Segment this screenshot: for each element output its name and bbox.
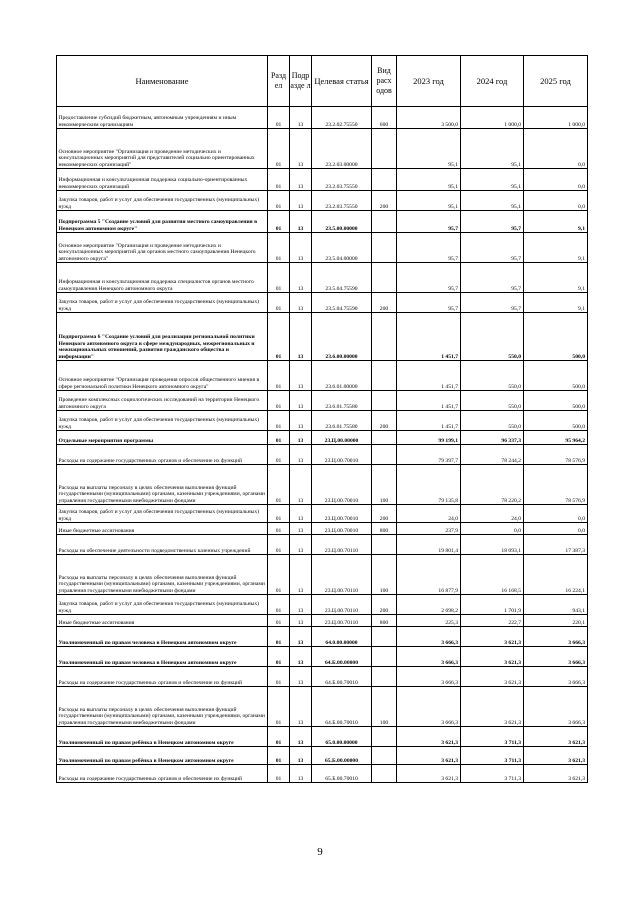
row-podrazdel: 13 xyxy=(290,263,312,293)
header-razdel: Разд ел xyxy=(268,56,290,107)
row-2025: 500,0 xyxy=(524,361,588,391)
table-row xyxy=(57,129,588,169)
table-row xyxy=(57,505,588,523)
row-2024: 95,7 xyxy=(461,233,524,263)
row-2023: 3 666,3 xyxy=(397,667,461,687)
row-2024: 0,0 xyxy=(461,523,524,535)
row-target: 23.2.03.00000 xyxy=(312,129,372,169)
row-2025: 220,1 xyxy=(524,615,588,627)
row-2025: 0,0 xyxy=(524,505,588,523)
row-target: 23.Ц.00.00000 xyxy=(312,431,372,445)
row-name: Уполномоченный по правам ребёнка в Ненецком автономном округе xyxy=(57,747,268,765)
row-2025: 3 621,3 xyxy=(524,747,588,765)
document-page xyxy=(56,55,587,783)
row-podrazdel: 13 xyxy=(290,647,312,667)
row-podrazdel: 13 xyxy=(290,595,312,615)
row-podrazdel: 13 xyxy=(290,687,312,727)
row-podrazdel: 13 xyxy=(290,615,312,627)
row-name: Расходы на выплаты персоналу в целях обеспечения выполнения функций государственными (муниципальными) органами, казенными учреждениями, органами управления государственными внебюджетными фондами xyxy=(57,555,268,595)
row-podrazdel: 13 xyxy=(290,191,312,211)
row-podrazdel: 13 xyxy=(290,727,312,747)
table-row xyxy=(57,169,588,191)
row-vid xyxy=(372,431,397,445)
row-target: 23.6.00.00000 xyxy=(312,313,372,361)
row-razdel: 01 xyxy=(268,535,290,555)
row-vid: 200 xyxy=(372,505,397,523)
row-name: Предоставление субсидий бюджетным, автономным учреждениям и иным некоммерческим организациям xyxy=(57,107,268,129)
row-2023: 16 877,9 xyxy=(397,555,461,595)
row-razdel: 01 xyxy=(268,523,290,535)
row-2025: 0,0 xyxy=(524,129,588,169)
row-vid: 100 xyxy=(372,687,397,727)
row-razdel: 01 xyxy=(268,445,290,465)
table-row xyxy=(57,211,588,233)
row-target: 23.2.03.75550 xyxy=(312,169,372,191)
table-row xyxy=(57,727,588,747)
row-2025: 500,0 xyxy=(524,313,588,361)
row-target: 23.5.00.00000 xyxy=(312,211,372,233)
row-2024: 3 711,3 xyxy=(461,765,524,783)
table-row xyxy=(57,615,588,627)
row-name: Закупка товаров, работ и услуг для обеспечения государственных (муниципальных) нужд xyxy=(57,293,268,313)
row-vid xyxy=(372,747,397,765)
row-podrazdel: 13 xyxy=(290,211,312,233)
row-name: Расходы на обеспечение деятельности подведомственных казенных учреждений xyxy=(57,535,268,555)
row-target: 23.6.01.75580 xyxy=(312,411,372,431)
row-2024: 95,1 xyxy=(461,191,524,211)
row-name: Проведение комплексных социологических исследований на территории Ненецкого автономного округа xyxy=(57,391,268,411)
table-row xyxy=(57,191,588,211)
row-razdel: 01 xyxy=(268,107,290,129)
row-name: Закупка товаров, работ и услуг для обеспечения государственных (муниципальных) нужд xyxy=(57,191,268,211)
row-2024: 95,7 xyxy=(461,263,524,293)
row-vid: 100 xyxy=(372,465,397,505)
table-row xyxy=(57,523,588,535)
budget-table xyxy=(56,55,588,783)
row-2025: 78 576,9 xyxy=(524,465,588,505)
row-vid xyxy=(372,765,397,783)
row-2024: 550,0 xyxy=(461,411,524,431)
row-vid: 200 xyxy=(372,411,397,431)
row-target: 23.5.04.75590 xyxy=(312,293,372,313)
row-name: Расходы на содержание государственных органов и обеспечение их функций xyxy=(57,765,268,783)
row-target: 23.Ц.00.70010 xyxy=(312,505,372,523)
row-razdel: 01 xyxy=(268,293,290,313)
page-number: 9 xyxy=(317,846,323,858)
row-2025: 3 666,3 xyxy=(524,647,588,667)
row-target: 23.Ц.00.70010 xyxy=(312,465,372,505)
row-2024: 95,7 xyxy=(461,211,524,233)
row-target: 64.Б.00.70010 xyxy=(312,687,372,727)
row-2023: 3 666,3 xyxy=(397,687,461,727)
row-target: 65.Б.00.70010 xyxy=(312,765,372,783)
table-row xyxy=(57,411,588,431)
row-name: Иные бюджетные ассигнования xyxy=(57,615,268,627)
row-target: 23.2.03.75550 xyxy=(312,191,372,211)
row-2024: 16 168,5 xyxy=(461,555,524,595)
row-2024: 3 711,3 xyxy=(461,727,524,747)
row-2023: 1 451,7 xyxy=(397,313,461,361)
row-name: Информационная и консультационная поддержка социально-ориентированных некоммерческих организаций xyxy=(57,169,268,191)
table-row xyxy=(57,647,588,667)
row-2025: 943,1 xyxy=(524,595,588,615)
table-header-row xyxy=(57,56,588,107)
row-razdel: 01 xyxy=(268,505,290,523)
row-vid: 200 xyxy=(372,191,397,211)
row-podrazdel: 13 xyxy=(290,555,312,595)
row-2023: 237,9 xyxy=(397,523,461,535)
table-row xyxy=(57,555,588,595)
row-podrazdel: 13 xyxy=(290,129,312,169)
row-razdel: 01 xyxy=(268,667,290,687)
row-name: Расходы на содержание государственных органов и обеспечение их функций xyxy=(57,667,268,687)
row-2025: 95 964,2 xyxy=(524,431,588,445)
row-target: 23.Ц.00.70110 xyxy=(312,555,372,595)
row-2024: 3 621,3 xyxy=(461,667,524,687)
row-razdel: 01 xyxy=(268,465,290,505)
row-vid: 600 xyxy=(372,107,397,129)
row-name: Расходы на выплаты персоналу в целях обеспечения выполнения функций государственными (муниципальными) органами, казенными учреждениями, органами управления государственными внебюджетными фондами xyxy=(57,465,268,505)
table-row xyxy=(57,627,588,647)
header-podrazdel: Подр азде л xyxy=(290,56,312,107)
row-target: 64.Б.00.70010 xyxy=(312,667,372,687)
row-name: Основное мероприятие "Организация проведения опросов общественного мнения в сфере региональной политики Ненецкого автономного округа" xyxy=(57,361,268,391)
table-row xyxy=(57,765,588,783)
row-2023: 95,1 xyxy=(397,169,461,191)
row-target: 65.0.00.00000 xyxy=(312,727,372,747)
header-name: Наименование xyxy=(57,56,268,107)
row-2025: 0,0 xyxy=(524,169,588,191)
row-2024: 222,7 xyxy=(461,615,524,627)
row-name: Информационная и консультационная поддержка специалистов органов местного самоуправления Ненецкого автономного округа xyxy=(57,263,268,293)
row-podrazdel: 13 xyxy=(290,411,312,431)
row-2023: 1 451,7 xyxy=(397,361,461,391)
row-target: 23.Ц.00.70010 xyxy=(312,445,372,465)
row-2023: 19 801,4 xyxy=(397,535,461,555)
table-row xyxy=(57,747,588,765)
row-2023: 79 135,8 xyxy=(397,465,461,505)
table-row xyxy=(57,595,588,615)
row-vid xyxy=(372,667,397,687)
row-2024: 3 711,3 xyxy=(461,747,524,765)
row-podrazdel: 13 xyxy=(290,169,312,191)
row-2024: 3 621,3 xyxy=(461,647,524,667)
row-razdel: 01 xyxy=(268,595,290,615)
table-row xyxy=(57,391,588,411)
row-name: Подпрограмма 6 "Создание условий для реализации региональной политики Ненецкого автономного округа в сфере международных, межрегиональных и межнациональных отношений, развития гражданского общества и информации" xyxy=(57,313,268,361)
row-2023: 95,1 xyxy=(397,129,461,169)
row-2023: 95,7 xyxy=(397,263,461,293)
header-2023: 2023 год xyxy=(397,56,461,107)
row-2023: 3 621,3 xyxy=(397,765,461,783)
row-razdel: 01 xyxy=(268,411,290,431)
row-razdel: 01 xyxy=(268,263,290,293)
table-row xyxy=(57,465,588,505)
row-2023: 3 500,0 xyxy=(397,107,461,129)
row-2025: 78 576,9 xyxy=(524,445,588,465)
row-vid: 800 xyxy=(372,615,397,627)
row-name: Основное мероприятие "Организация и проведение методических и консультационных мероприятий для представителей социально ориентированных некоммерческих организаций" xyxy=(57,129,268,169)
row-razdel: 01 xyxy=(268,233,290,263)
row-name: Закупка товаров, работ и услуг для обеспечения государственных (муниципальных) нужд xyxy=(57,411,268,431)
row-razdel: 01 xyxy=(268,313,290,361)
row-2024: 78 220,2 xyxy=(461,465,524,505)
row-name: Расходы на выплаты персоналу в целях обеспечения выполнения функций государственными (муниципальными) органами, казенными учреждениями, органами управления государственными внебюджетными фондами xyxy=(57,687,268,727)
row-target: 23.2.02.75550 xyxy=(312,107,372,129)
row-razdel: 01 xyxy=(268,431,290,445)
row-target: 23.5.04.00000 xyxy=(312,233,372,263)
row-razdel: 01 xyxy=(268,129,290,169)
table-row xyxy=(57,535,588,555)
row-podrazdel: 13 xyxy=(290,667,312,687)
header-vid: Вид расх одов xyxy=(372,56,397,107)
row-razdel: 01 xyxy=(268,765,290,783)
row-2023: 3 621,3 xyxy=(397,727,461,747)
row-2025: 1 000,0 xyxy=(524,107,588,129)
row-2025: 9,1 xyxy=(524,263,588,293)
row-name: Основное мероприятие "Организация и проведение методических и консультационных мероприятий для органов местного самоуправления Ненецкого автономного округа" xyxy=(57,233,268,263)
row-2024: 1 701,9 xyxy=(461,595,524,615)
row-2023: 95,7 xyxy=(397,211,461,233)
row-name: Уполномоченный по правам человека в Ненецком автономном округе xyxy=(57,627,268,647)
row-razdel: 01 xyxy=(268,627,290,647)
row-2025: 0,0 xyxy=(524,523,588,535)
row-2025: 500,0 xyxy=(524,411,588,431)
table-row xyxy=(57,361,588,391)
header-target: Целевая статья xyxy=(312,56,372,107)
row-2024: 3 621,3 xyxy=(461,687,524,727)
table-row xyxy=(57,687,588,727)
row-target: 23.Ц.00.70110 xyxy=(312,535,372,555)
row-2023: 95,7 xyxy=(397,233,461,263)
row-2024: 78 244,2 xyxy=(461,445,524,465)
table-body xyxy=(57,107,588,783)
row-vid xyxy=(372,211,397,233)
row-2023: 95,1 xyxy=(397,191,461,211)
row-vid: 100 xyxy=(372,555,397,595)
row-2024: 550,0 xyxy=(461,391,524,411)
row-2024: 550,0 xyxy=(461,361,524,391)
row-podrazdel: 13 xyxy=(290,361,312,391)
row-2024: 24,0 xyxy=(461,505,524,523)
row-target: 65.Б.00.00000 xyxy=(312,747,372,765)
row-podrazdel: 13 xyxy=(290,627,312,647)
table-row xyxy=(57,233,588,263)
row-target: 23.Ц.00.70010 xyxy=(312,523,372,535)
row-target: 64.Б.00.00000 xyxy=(312,647,372,667)
table-row xyxy=(57,107,588,129)
row-razdel: 01 xyxy=(268,191,290,211)
table-row xyxy=(57,293,588,313)
row-2023: 2 698,2 xyxy=(397,595,461,615)
row-name: Расходы на содержание государственных органов и обеспечение их функций xyxy=(57,445,268,465)
row-podrazdel: 13 xyxy=(290,107,312,129)
row-razdel: 01 xyxy=(268,747,290,765)
row-2025: 9,1 xyxy=(524,233,588,263)
row-name: Закупка товаров, работ и услуг для обеспечения государственных (муниципальных) нужд xyxy=(57,505,268,523)
row-2024: 1 000,0 xyxy=(461,107,524,129)
row-2024: 550,0 xyxy=(461,313,524,361)
row-vid xyxy=(372,263,397,293)
table-row xyxy=(57,431,588,445)
row-2025: 3 621,3 xyxy=(524,765,588,783)
row-podrazdel: 13 xyxy=(290,523,312,535)
row-name: Уполномоченный по правам ребёнка в Ненецком автономном округе xyxy=(57,727,268,747)
row-target: 23.Ц.00.70110 xyxy=(312,595,372,615)
row-razdel: 01 xyxy=(268,647,290,667)
row-vid xyxy=(372,361,397,391)
row-vid xyxy=(372,391,397,411)
row-podrazdel: 13 xyxy=(290,465,312,505)
row-podrazdel: 13 xyxy=(290,313,312,361)
row-2025: 3 666,3 xyxy=(524,667,588,687)
row-2023: 3 666,3 xyxy=(397,627,461,647)
row-2025: 16 224,1 xyxy=(524,555,588,595)
row-2024: 95,1 xyxy=(461,169,524,191)
row-2025: 3 666,3 xyxy=(524,687,588,727)
row-2025: 3 666,3 xyxy=(524,627,588,647)
row-2024: 95,1 xyxy=(461,129,524,169)
row-name: Отдельные мероприятия программы xyxy=(57,431,268,445)
row-razdel: 01 xyxy=(268,555,290,595)
row-vid xyxy=(372,627,397,647)
row-podrazdel: 13 xyxy=(290,233,312,263)
row-2025: 9,1 xyxy=(524,293,588,313)
row-podrazdel: 13 xyxy=(290,505,312,523)
table-row xyxy=(57,667,588,687)
row-2023: 1 451,7 xyxy=(397,411,461,431)
row-podrazdel: 13 xyxy=(290,391,312,411)
row-2023: 95,7 xyxy=(397,293,461,313)
row-razdel: 01 xyxy=(268,615,290,627)
row-2023: 1 451,7 xyxy=(397,391,461,411)
row-vid xyxy=(372,647,397,667)
row-target: 23.6.01.75580 xyxy=(312,391,372,411)
row-razdel: 01 xyxy=(268,727,290,747)
row-razdel: 01 xyxy=(268,169,290,191)
row-podrazdel: 13 xyxy=(290,293,312,313)
row-2023: 79 397,7 xyxy=(397,445,461,465)
row-vid xyxy=(372,535,397,555)
row-2024: 18 093,1 xyxy=(461,535,524,555)
row-razdel: 01 xyxy=(268,361,290,391)
row-2025: 17 387,3 xyxy=(524,535,588,555)
header-2025: 2025 год xyxy=(524,56,588,107)
row-name: Подпрограмма 5 "Создание условий для развития местного самоуправления в Ненецком автономном округе" xyxy=(57,211,268,233)
row-razdel: 01 xyxy=(268,687,290,727)
row-podrazdel: 13 xyxy=(290,431,312,445)
row-2023: 99 199,1 xyxy=(397,431,461,445)
header-2024: 2024 год xyxy=(461,56,524,107)
row-2024: 3 621,3 xyxy=(461,627,524,647)
row-name: Уполномоченный по правам человека в Ненецком автономном округе xyxy=(57,647,268,667)
row-podrazdel: 13 xyxy=(290,535,312,555)
row-2025: 500,0 xyxy=(524,391,588,411)
row-vid: 200 xyxy=(372,293,397,313)
table-row xyxy=(57,263,588,293)
row-target: 23.5.04.75590 xyxy=(312,263,372,293)
row-2025: 0,0 xyxy=(524,191,588,211)
row-podrazdel: 13 xyxy=(290,445,312,465)
row-razdel: 01 xyxy=(268,211,290,233)
row-2023: 3 666,3 xyxy=(397,647,461,667)
table-row xyxy=(57,313,588,361)
row-2025: 3 621,3 xyxy=(524,727,588,747)
row-vid xyxy=(372,727,397,747)
row-2023: 225,3 xyxy=(397,615,461,627)
row-2025: 9,1 xyxy=(524,211,588,233)
row-2023: 3 621,3 xyxy=(397,747,461,765)
row-target: 23.Ц.00.70110 xyxy=(312,615,372,627)
row-vid: 800 xyxy=(372,523,397,535)
row-vid xyxy=(372,313,397,361)
row-vid xyxy=(372,169,397,191)
row-razdel: 01 xyxy=(268,391,290,411)
row-2024: 95,7 xyxy=(461,293,524,313)
row-vid xyxy=(372,233,397,263)
table-row xyxy=(57,445,588,465)
row-target: 23.6.01.00000 xyxy=(312,361,372,391)
row-vid xyxy=(372,129,397,169)
row-vid xyxy=(372,445,397,465)
row-podrazdel: 13 xyxy=(290,747,312,765)
row-podrazdel: 13 xyxy=(290,765,312,783)
row-target: 64.0.00.00000 xyxy=(312,627,372,647)
row-name: Иные бюджетные ассигнования xyxy=(57,523,268,535)
row-vid: 200 xyxy=(372,595,397,615)
row-name: Закупка товаров, работ и услуг для обеспечения государственных (муниципальных) нужд xyxy=(57,595,268,615)
row-2023: 24,0 xyxy=(397,505,461,523)
row-2024: 96 337,3 xyxy=(461,431,524,445)
